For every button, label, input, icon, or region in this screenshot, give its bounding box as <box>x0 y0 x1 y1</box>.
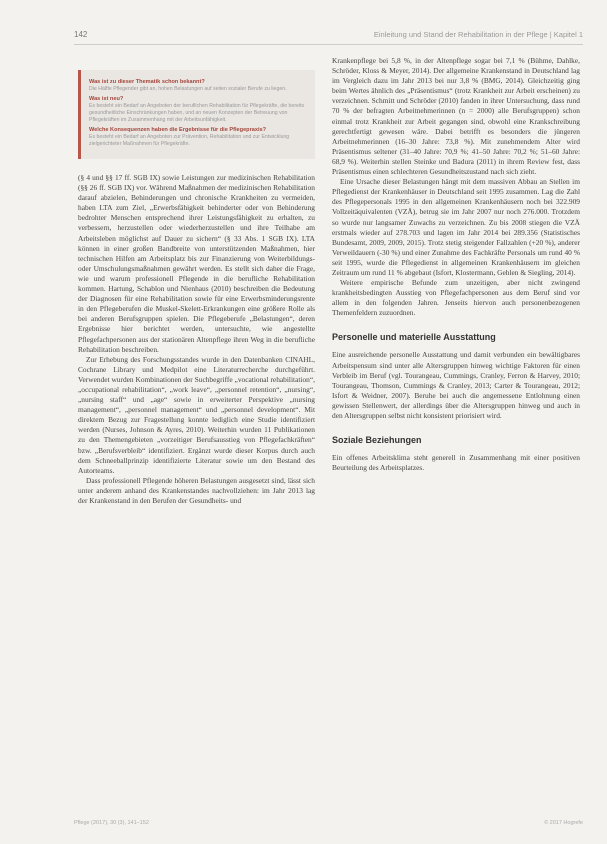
box-question-2: Was ist neu? <box>89 96 124 102</box>
summary-box <box>78 70 315 159</box>
box-question-3: Welche Konsequenzen haben die Ergebnisse für die Pflegepraxis? <box>89 127 267 133</box>
box-answer-3: Es besteht ein Bedarf an Angeboten zur Prävention, Rehabilitation und zur Entwicklung zielgerichteter Maßnahmen für Pflegekräfte. <box>89 134 290 147</box>
page-number: 142 <box>74 30 88 39</box>
right-column <box>332 56 580 473</box>
right-paragraph: Eine Ursache dieser Belastungen hängt mit dem massiven Abbau an Stellen im Pflegedienst der Krankenhäuser in Deutschland seit 1995 zusammen. Lag die Zahl des Pflegepersonals 1995 in den allgemeinen Krankenhäusern noch bei 322.909 Vollzeitäquivalenten (VZÄ), betrug sie im Jahr 2007 nur noch 276.000. Trotzdem so wurde nur langsamer Zuwachs zu verzeichnen. Zu bis 2008 stiegen die VZÄ erstmals wieder auf 278.703 und lagen im Jahr 2014 bei 289.356 (Statistisches Bundesamt, 2009, 2009, 2015). Trotz stetig steigender Fallzahlen (+20 %), anderer Verweildauern (-30 %) und einer Zunahme des Fachkräfte Personals um rund 40 % seit 1995, wurde die Pflegedienst in allgemeinen Krankenhäusern im gleichen Zeitraum um rund 11 % abgebaut (Isfort, Klostermann, Gehlen & Siegling, 2014). <box>332 177 580 277</box>
section-text-social: Ein offenes Arbeitsklima steht generell in Zusammenhang mit einer positiven Beurteilung des Arbeitsplatzes. <box>332 453 580 473</box>
footer-copyright: © 2017 Hogrefe <box>544 820 583 826</box>
footer-citation: Pflege (2017), 30 (3), 141–152 <box>74 820 149 826</box>
right-paragraph: Krankenpflege bei 5,8 %, in der Altenpflege sogar bei 7,1 % (Bühme, Dahlke, Schröder, Kloss & Meyer, 2014). Der allgemeine Krankenstand in Deutschland lag im Vergleich dazu im Jahr 2013 bei nur 3,8 % (BMG, 2014). Gleichzeitig ging beim Wertes ähnlich des „Präsentismus“ (trotz Krankheit zur Arbeit erscheinen) zu verzeichnen. Schmitt und Schröder (2010) fanden in ihrer Untersuchung, dass rund 70 % der befragten Arbeitnehmerinnen (n = 2000) alle Berufsgruppen) schon einmal trotz Krankheit zur Arbeit gegangen sind, obwohl eine Krankschreibung gerechtfertigt gewesen wäre. Dabei betrifft es besonders die jüngeren Arbeitnehmerinnen (16–30 Jahre: 73,8 %). Mit zunehmendem Alter wird Präsentismus seltener (31–40 Jahre: 70,9 %; 41–50 Jahre: 70,2 %; 51–60 Jahre: 68,9 %). Weiterhin stellen Steinke und Badura (2011) in ihrem Review fest, dass Präsentismus einen schlechteren Gesundheitszustand nach sich zieht. <box>332 56 580 177</box>
section-text-staffing: Eine ausreichende personelle Ausstattung und damit verbunden ein bewältigbares Arbeitspensum sind unter alle Altersgruppen hinweg wichtige Faktoren für einen Verbleib im Beruf (vgl. Tourangeau, Cummings, Cranley, Ferron & Harvey, 2010; Tourangeau, Thomson, Cummings & Cranley, 2013; Carter & Tourangeau, 2012; Isfort & Weidner, 2007). Beruhe bei auch die angemessene Entlohnung einen gewissen Stellenwert, der allerdings über die Altersgruppen hinweg und auch in den Altersgruppen selbst nicht konsistent priorisiert wird. <box>332 350 580 420</box>
header-rule <box>74 44 583 45</box>
box-answer-2: Es besteht ein Bedarf an Angeboten der beruflichen Rehabilitation für Pflegekräfte, die bereits gesundheitliche Einschränkungen haben, und an neuen Konzepten der Betreuung von Pflegekräften im Zusammenhang mit der Arbeitsunfähigkeit. <box>89 103 305 123</box>
section-heading-social: Soziale Beziehungen <box>332 435 422 446</box>
running-title: Einleitung und Stand der Rehabilitation in der Pflege | Kapitel 1 <box>373 30 583 39</box>
left-paragraph: Zur Erhebung des Forschungsstandes wurde in den Datenbanken CINAHL, Cochrane Library und Medpilot eine Literaturrecherche durchgeführt. Verwendet wurden Kombinationen der Suchbegriffe „vocational rehabilitation“, „occupational rehabilitation“, „work leave“, „personnel retention“, „nursing“, „nursing staff“ und „age“ sowie in erweiterter Perspektive „nursing management“, „personnel management“ und „personnel development“. Mit direktem Bezug zur Fragestellung konnte lediglich eine Studie identifiziert werden (Nurses, Johnson & Ayres, 2010). Weiterhin wurden 11 Publikationen zu den Themengebieten „vorzeitiger Berufsausstieg von Pflegefachkräften“ bzw. „Berufsverbleib“ identifiziert. Ergänzt wurde dieser Korpus durch auch dem Schneeballprinzip identifizierte Literatur sowie um den Bestand des Autorteams. <box>78 354 315 475</box>
left-paragraph: Dass professionell Pflegende höheren Belastungen ausgesetzt sind, lässt sich unter anderem anhand des Krankenstandes nachvollziehen: im Jahr 2013 lag der Krankenstand in den Berufen der Gesundheits- und <box>78 475 315 505</box>
right-paragraph: Weitere empirische Befunde zum unzeitigen, aber nicht zwingend krankheitsbedingten Ausstieg von Pflegefachpersonen aus dem Beruf sind vor allem in den folgenden Jahren. Jenseits hiervon auch personenbezogenen Themenfeldern zuzuordnen. <box>332 278 580 318</box>
left-column <box>78 70 315 506</box>
box-question-1: Was ist zu dieser Thematik schon bekannt? <box>89 79 205 85</box>
section-heading-staffing: Personelle und materielle Ausstattung <box>332 332 496 343</box>
box-answer-1: Die Hälfte Pflegender gibt an, hohen Belastungen auf seiten sozialer Berufe zu liegen. <box>89 86 287 92</box>
left-paragraph: (§ 4 und §§ 17 ff. SGB IX) sowie Leistungen zur medizinischen Rehabilitation (§§ 26 ff. SGB IX) vor. Während Maßnahmen der medizinischen Rehabilitation darauf abzielen, Behinderungen und chronische Krankheiten zu vermeiden, haben LTA zum Ziel, „Erwerbsfähigkeit behinderter oder von Behinderung bedrohter Menschen entsprechend ihrer Leistungsfähigkeit zu erhalten, zu verbessern, herzustellen oder wiederherzustellen und ihre Teilhabe am Arbeitsleben möglichst auf Dauer zu sichern“ (§ 33 Abs. 1 SGB IX). LTA können in einer großen Bandbreite von unterstützenden Maßnahmen, hier technischen Hilfen am Arbeitsplatz bis zur Finanzierung von Weiterbildungs- oder Umschulungsmaßnahmen gewährt werden. Es stellt sich daher die Frage, wie und warum professionell Pflegende in die berufliche Rehabilitation kommen. Hartung, Schablon und Nienhaus (2010) beschreiben die Bedeutung der Diagnosen für eine Rehabilitation sowie für eine Erwerbsminderungsrente in den Pflegeberufen die Muskel-Skelett-Erkrankungen eine größere Rolle als bei anderen Berufsgruppen spielen. Die Pflegeberufe „Belastungen“, deren Ergebnisse hier berichtet werden, untersuchte, wie angestellte Pflegefachpersonen aus der stationären Altenpflege ihren Weg in die berufliche Rehabilitation beschreiben. <box>78 173 315 354</box>
